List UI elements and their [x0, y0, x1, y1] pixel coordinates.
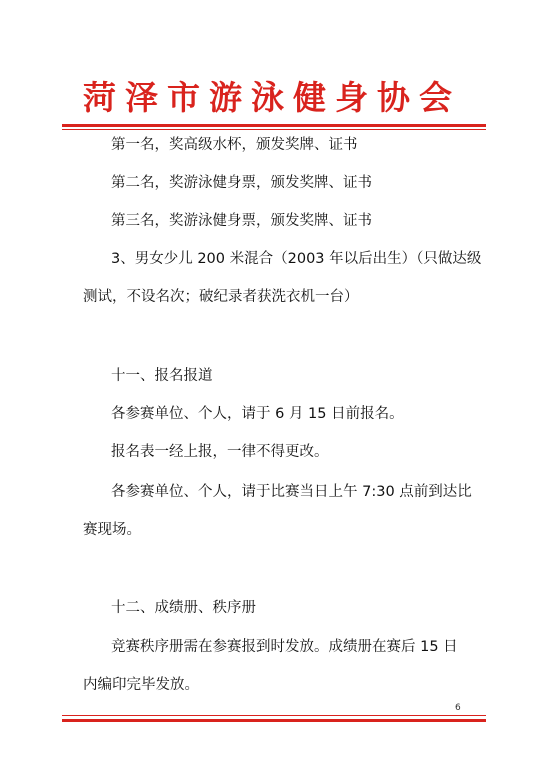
award-first-place: 第一名，奖高级水杯，颁发奖牌、证书 — [111, 137, 358, 153]
organization-title: 菏泽市游泳健身协会 — [83, 78, 461, 117]
footer-rule-thick — [62, 719, 486, 722]
arrival-time-line-2: 赛现场。 — [83, 522, 141, 538]
header-rule-thick — [62, 124, 486, 127]
award-second-place: 第二名，奖游泳健身票，颁发奖牌、证书 — [111, 175, 372, 191]
section-heading-registration: 十一、报名报道 — [111, 368, 213, 384]
event-item-3-line-2: 测试，不设名次；破纪录者获洗衣机一台） — [83, 289, 359, 305]
footer-rule-thin — [62, 715, 486, 716]
registration-no-changes: 报名表一经上报，一律不得更改。 — [111, 444, 329, 460]
award-third-place: 第三名，奖游泳健身票，颁发奖牌、证书 — [111, 213, 372, 229]
page-number: 6 — [455, 703, 461, 713]
registration-deadline: 各参赛单位、个人，请于 6 月 15 日前报名。 — [111, 406, 404, 422]
arrival-time-line-1: 各参赛单位、个人，请于比赛当日上午 7:30 点前到达比 — [111, 484, 472, 500]
booklet-distribution-line-1: 竞赛秩序册需在参赛报到时发放。成绩册在赛后 15 日 — [111, 639, 458, 655]
header-rule-thin — [62, 129, 486, 130]
event-item-3-line-1: 3、男女少儿 200 米混合（2003 年以后出生）（只做达级 — [111, 251, 482, 267]
section-heading-results-booklet: 十二、成绩册、秩序册 — [111, 600, 256, 616]
booklet-distribution-line-2: 内编印完毕发放。 — [83, 677, 199, 693]
